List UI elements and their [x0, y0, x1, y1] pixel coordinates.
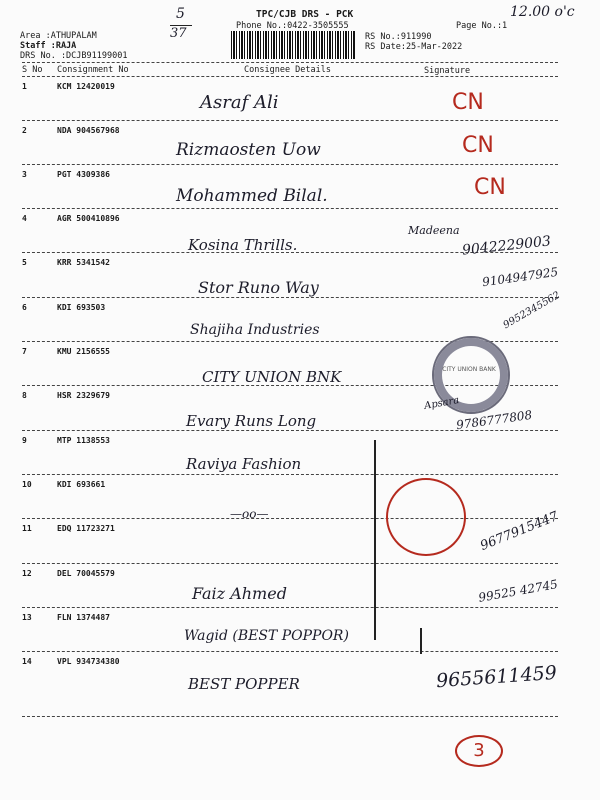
row-divider — [22, 651, 558, 652]
row-number: 8 — [22, 391, 27, 400]
area-label: Area :ATHUPALAM — [20, 31, 97, 41]
row-divider — [22, 297, 558, 298]
signature-name: Madeena — [408, 224, 460, 237]
row-divider — [22, 518, 558, 519]
row-number: 9 — [22, 436, 27, 445]
row-number: 5 — [22, 258, 27, 267]
rs-number: RS No.:911990 — [365, 32, 432, 42]
row-number: 12 — [22, 569, 32, 578]
handwritten-consignee: Mohammed Bilal. — [176, 186, 328, 206]
handwritten-consignee: Shajiha Industries — [190, 322, 320, 338]
handwritten-consignee: Wagid (BEST POPPOR) — [184, 628, 349, 644]
signature-phone: 9042229003 — [461, 233, 552, 259]
consignment-number: NDA 904567968 — [57, 126, 120, 135]
handwritten-consignee: Rizmaosten Uow — [176, 140, 321, 160]
handwritten-consignee: Stor Runo Way — [198, 278, 319, 297]
signature-phone: 9655611459 — [435, 661, 558, 693]
row-number: 14 — [22, 657, 32, 666]
consignment-number: FLN 1374487 — [57, 613, 110, 622]
signature-phone: 9677915447 — [478, 509, 561, 554]
drs-number: DRS No. :DCJB91199001 — [20, 51, 128, 61]
row-number: 6 — [22, 303, 27, 312]
row-number: 1 — [22, 82, 27, 91]
staff-label: Staff :RAJA — [20, 41, 77, 51]
row-number: 11 — [22, 524, 32, 533]
row-number: 2 — [22, 126, 27, 135]
col-consignment: Consignment No — [57, 65, 129, 75]
handwritten-consignee: Faiz Ahmed — [192, 584, 287, 603]
row-number: 3 — [22, 170, 27, 179]
signature-cn: CN — [462, 133, 494, 158]
consignment-number: EDQ 11723271 — [57, 524, 115, 533]
consignment-number: KDI 693661 — [57, 480, 106, 489]
barcode-image — [231, 31, 355, 59]
rs-date: RS Date:25-Mar-2022 — [365, 42, 463, 52]
sheet-title: TPC/CJB DRS - PCK — [256, 9, 354, 20]
signature-phone: 9104947925 — [481, 264, 559, 290]
row-divider — [22, 164, 558, 165]
handwritten-bracket — [420, 628, 422, 654]
handwritten-bracket — [374, 440, 376, 640]
phone-number: Phone No.:0422-3505555 — [236, 21, 349, 31]
consignment-number: KMU 2156555 — [57, 347, 110, 356]
handwritten-consignee: —oo— — [230, 507, 269, 521]
row-number: 10 — [22, 480, 32, 489]
signature-phone: 9952345562 — [501, 289, 563, 332]
col-consignee: Consignee Details — [244, 65, 331, 75]
signature-cn: CN — [474, 175, 506, 200]
consignment-number: DEL 70045579 — [57, 569, 115, 578]
signature-phone: 9786777808 — [455, 407, 533, 433]
consignment-number: PGT 4309386 — [57, 170, 110, 179]
bank-seal-text: CITY UNION BANK — [442, 366, 496, 373]
handwritten-consignee: CITY UNION BNK — [202, 368, 342, 386]
consignment-number: HSR 2329679 — [57, 391, 110, 400]
col-sno: S No — [22, 65, 43, 75]
header-rule-bottom — [22, 76, 558, 77]
handwritten-consignee: Asraf Ali — [200, 92, 279, 113]
row-divider — [22, 120, 558, 121]
row-divider — [22, 563, 558, 564]
handwritten-consignee: Raviya Fashion — [186, 455, 302, 473]
row-number: 7 — [22, 347, 27, 356]
handwritten-consignee: Evary Runs Long — [186, 412, 317, 430]
handwritten-consignee: BEST POPPER — [188, 675, 300, 693]
row-divider — [22, 208, 558, 209]
row-divider — [22, 474, 558, 475]
signature-phone: 99525 42745 — [477, 577, 559, 605]
red-signature-scribble — [386, 478, 466, 556]
signature-name: Apsara — [423, 395, 461, 412]
page-mark-circled: 3 — [455, 735, 503, 767]
handwritten-consignee: Kosina Thrills. — [188, 236, 298, 254]
row-number: 13 — [22, 613, 32, 622]
consignment-number: KCM 12420019 — [57, 82, 115, 91]
signature-cn: CN — [452, 90, 484, 115]
row-divider — [22, 716, 558, 717]
row-number: 4 — [22, 214, 27, 223]
handwritten-fraction-bottom: 37 — [170, 26, 187, 41]
row-divider — [22, 607, 558, 608]
row-divider — [22, 430, 558, 431]
header-rule-top — [22, 62, 558, 63]
consignment-number: KDI 693503 — [57, 303, 106, 312]
consignment-number: MTP 1138553 — [57, 436, 110, 445]
consignment-number: KRR 5341542 — [57, 258, 110, 267]
page-number: Page No.:1 — [456, 21, 508, 31]
col-signature: Signature — [424, 66, 471, 76]
handwritten-fraction-top: 5 — [176, 6, 185, 22]
consignment-number: AGR 500410896 — [57, 214, 120, 223]
consignment-number: VPL 934734380 — [57, 657, 120, 666]
handwritten-time: 12.00 o'c — [510, 4, 575, 20]
